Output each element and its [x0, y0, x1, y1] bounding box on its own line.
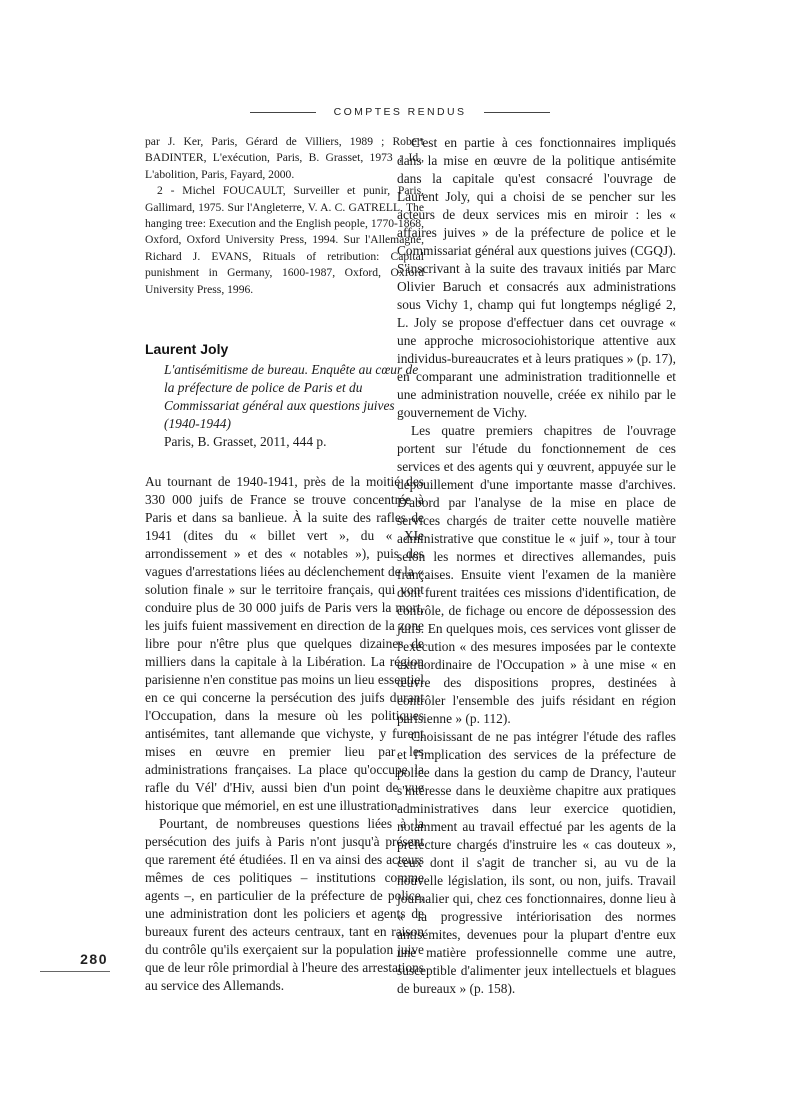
- body-paragraph: C'est en partie à ces fonctionnaires impliqués dans la mise en œuvre de la politique antisémite dans la capitale qu'est consacré l'ouvrage de Laurent Joly, qui a choisi de se pencher sur les acteurs de deux services mis en miroir : les « affaires juives » de la préfecture de police et le Commissariat général aux questions juives (CGQJ). S'inscrivant à la suite des travaux initiés par Marc Olivier Baruch et consacrés aux administrations sous Vichy 1, champ qui fut longtemps négligé 2, L. Joly se propose d'effectuer dans cet ouvrage « une approche microsociohistorique attentive aux individus-bureaucrates et à leurs pratiques » (p. 17), en comparant une administration traditionnelle et une administration nouvelle, créée ex nihilo par le gouvernement de Vichy.: [397, 135, 676, 420]
- footnote-2: 2 - Michel FOUCAULT, Surveiller et punir, Paris, Gallimard, 1975. Sur l'Angleterre, V. A. C. GATRELL, The hanging tree: Execution and the English people, 1770-1868, Oxford, Oxford University Press, 1994. Sur l'Allemagne, Richard J. EVANS, Rituals of retribution: Capital punishment in Germany, 1600-1987, Oxford, Oxford University Press, 1996.: [145, 184, 424, 296]
- footnote-1-continued: par J. Ker, Paris, Gérard de Villiers, 1989 ; Robert BADINTER, L'exécution, Paris, B. Grasset, 1973 ; Id., L'abolition, Paris, Fayard, 2000.: [145, 135, 424, 181]
- review-header: [145, 340, 424, 451]
- review-publication: Paris, B. Grasset, 2011, 444 p.: [164, 434, 327, 450]
- body-paragraph: Les quatre premiers chapitres de l'ouvrage portent sur l'étude du fonctionnement de ces services et des agents qui y œuvrent, appuyée sur le dépouillement d'une importante masse d'archives. D'abord par l'analyse de la mise en place de services chargés de traiter cette nouvelle matière administrative que constitue le « juif », tour à tour selon les normes et directives allemandes, puis françaises. Ensuite vient l'examen de la manière dont furent traitées ces missions d'identification, de contrôle, de fichage ou encore de dépossession des juifs. En quelques mois, ces services vont glisser de l'exécution « des mesures imposées par le contexte extraordinaire de l'Occupation » à une mise « en œuvre des dispositions propres, destinées à contrôler l'ensemble des juifs résidant en région parisienne » (p. 112).: [397, 423, 676, 726]
- body-paragraph: Choisissant de ne pas intégrer l'étude des rafles et l'implication des services de la préfecture de police dans la gestion du camp de Drancy, l'auteur s'intéresse dans le deuxième chapitre aux pratiques administratives dans leur exercice quotidien, notamment au travail effectué par les agents de la préfecture chargés d'instruire les « cas douteux », ceux dont il s'agit de trancher si, au vu de la nouvelle législation, ils sont, ou non, juifs. Travail journalier qui, chez ces fonctionnaires, donne lieu à « la progressive intériorisation des normes antisémites, devenues pour la plupart d'entre eux une matière professionnelle comme une autre, susceptible d'alimenter jeux intellectuels et blagues de bureaux » (p. 158).: [397, 729, 676, 996]
- running-head: [0, 106, 800, 118]
- running-head-rule-left: [250, 112, 316, 113]
- running-head-rule-right: [484, 112, 550, 113]
- review-book-title: L'antisémitisme de bureau. Enquête au cœur de la préfecture de police de Paris et du Commissariat général aux questions juives (1940-1944): [164, 362, 419, 432]
- body-paragraph: Pourtant, de nombreuses questions liées à la persécution des juifs à Paris n'ont jusqu'à présent que rarement été étudiées. Il en va ainsi des acteurs mêmes de ces politiques – institutions comme agents –, en particulier de la préfecture de police, une administration dont les policiers et agents de bureaux furent des acteurs centraux, tant en raison du contrôle qu'ils exerçaient sur la population juive que de leur rôle primordial à l'heure des arrestations au service des Allemands.: [145, 816, 424, 994]
- right-column: [397, 134, 676, 998]
- body-paragraph: Au tournant de 1940-1941, près de la moitié des 330 000 juifs de France se trouve concentrée à Paris et dans sa banlieue. À la suite des rafles de 1941 (dites du « billet vert », du « XIe arrondissement » et des « notables »), puis des vagues d'arrestations liées au déclenchement de la « solution finale » sur le territoire français, qui vont conduire plus de 30 000 juifs de Paris vers la mort, les juifs fuient massivement en direction de la zone libre pour n'être plus que quelques dizaines de milliers dans la capitale à la Libération. La région parisienne n'en constitue pas moins un lieu essentiel en ce qui concerne la persécution des juifs durant l'Occupation, dans la mesure où les politiques antisémites, tant allemande que vichyste, y furent mises en œuvre en premier lieu par les administrations françaises. La place qu'occupe la rafle du Vél' d'Hiv, aussi bien d'un point de vue historique que mémoriel, en est une illustration.: [145, 474, 424, 814]
- page-number-rule: [40, 971, 110, 972]
- footnotes: [145, 134, 424, 298]
- page-number: 280: [80, 951, 108, 967]
- review-author: Laurent Joly: [145, 341, 229, 358]
- running-head-text: COMPTES RENDUS: [333, 106, 467, 118]
- left-column: [145, 134, 424, 995]
